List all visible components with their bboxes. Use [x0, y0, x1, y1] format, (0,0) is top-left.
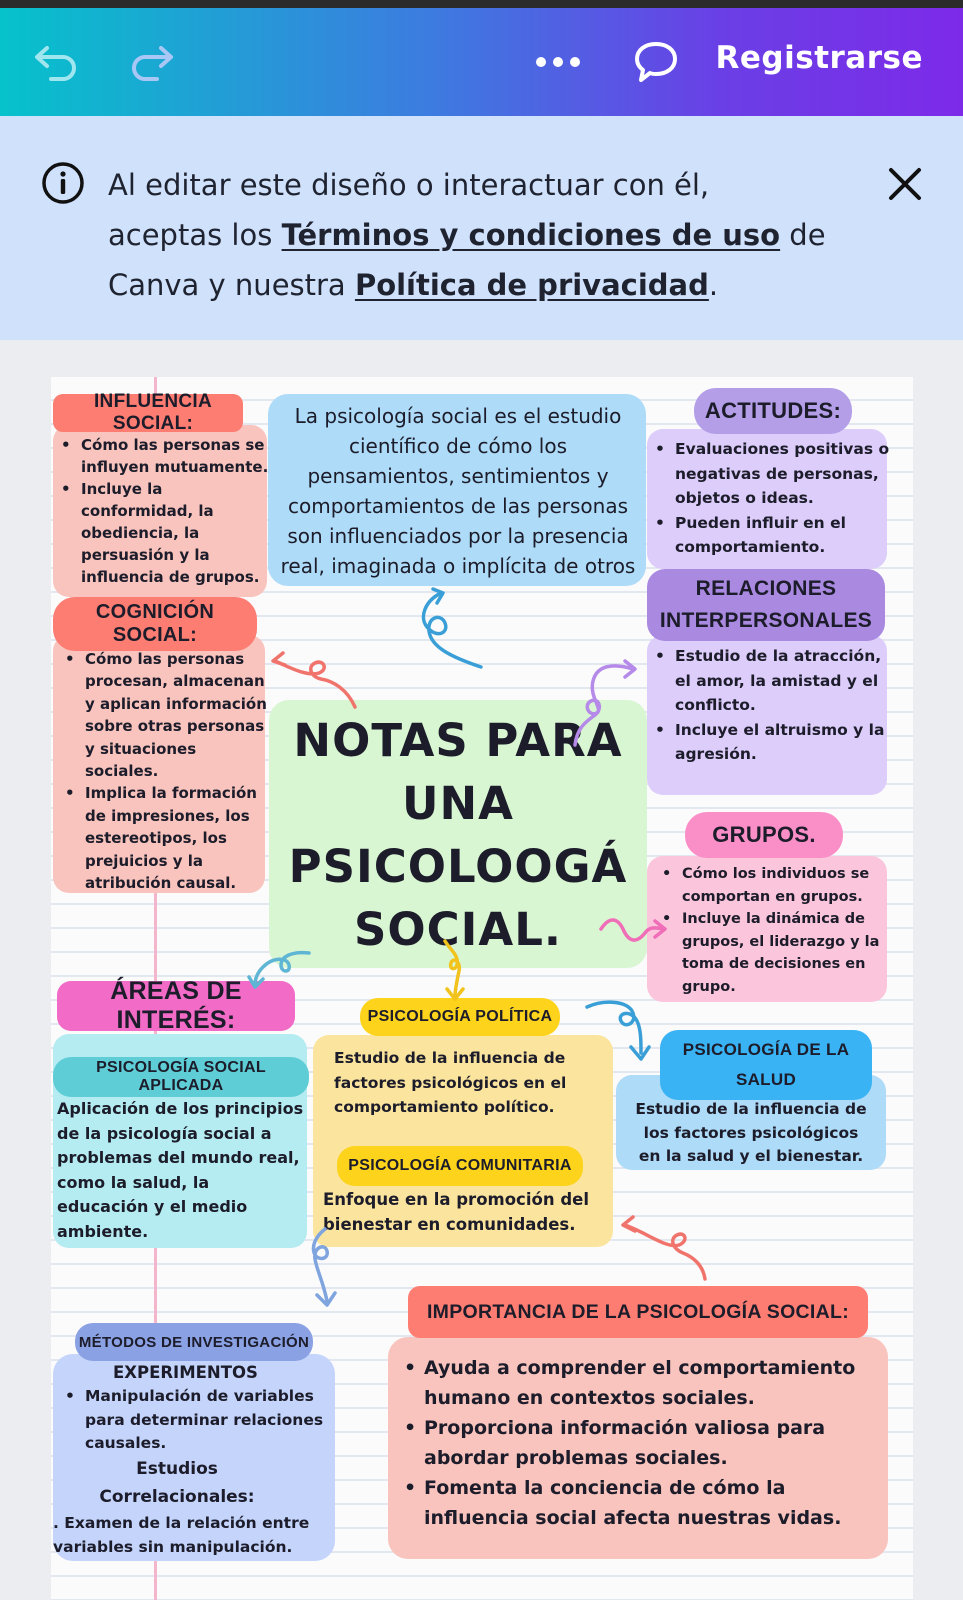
grupos-list [656, 863, 888, 998]
list-item: • Incluye la conformidad, la obediencia, la persuasión y la influencia de grupos. [55, 478, 273, 588]
redo-icon[interactable] [126, 36, 178, 88]
info-icon [40, 160, 86, 206]
design-page [51, 377, 913, 1600]
list-item: • Cómo las personas procesan, almacenan y aplican información sobre otras personas y situaciones sociales. [59, 648, 271, 782]
intro-text: La psicología social es el estudio científico de cómo los pensamientos, sentimientos y comportamientos de las personas son influenciados por la presencia real, imaginada o implícita de otros [280, 404, 636, 578]
list-item: • Incluye la dinámica de grupos, el liderazgo y la toma de decisiones en grupo. [656, 908, 888, 998]
list-item: • Ayuda a comprender el comportamiento humano en contextos sociales. [398, 1353, 878, 1413]
metodos-text: . Examen de la relación entre variables sin manipulación. [53, 1514, 310, 1556]
arrow-icon [411, 587, 511, 677]
main-title-line: NOTAS PARA [293, 714, 623, 767]
arrow-icon [617, 1203, 717, 1283]
actitudes-title: ACTITUDES: [694, 388, 852, 434]
arrow-icon [247, 945, 317, 995]
politica-text: Estudio de la influencia de factores psicológicos en el comportamiento político. [334, 1049, 567, 1116]
register-button[interactable]: Registrarse [715, 40, 923, 76]
cognicion-title: COGNICIÓN SOCIAL: [53, 597, 257, 651]
undo-icon[interactable] [30, 36, 82, 88]
metodos-sub-correlacionales: Estudios Correlacionales: [99, 1459, 255, 1507]
status-strip [0, 0, 963, 8]
list-item: • Incluye el altruismo y la agresión. [649, 718, 889, 767]
list-item: • Evaluaciones positivas o negativas de personas, objetos o ideas. [649, 437, 891, 511]
notice-text: Al editar este diseño o interactuar con él, aceptas los Términos y condiciones de uso de Canva y nuestra Política de privacidad. [108, 168, 826, 302]
arrow-icon [585, 997, 665, 1067]
relaciones-title-line: RELACIONES [695, 577, 837, 600]
arrow-icon [305, 1225, 365, 1315]
aplicada-title: PSICOLOGÍA SOCIAL APLICADA [53, 1057, 309, 1097]
actitudes-list [649, 437, 891, 560]
relaciones-title-line: INTERPERSONALES [659, 609, 873, 632]
list-item: • Estudio de la atracción, el amor, la amistad y el conflicto. [649, 644, 889, 718]
areas-title: ÁREAS DE INTERÉS: [57, 981, 295, 1031]
list-item: • Implica la formación de impresiones, los estereotipos, los prejuicios y la atribución causal. [59, 782, 271, 894]
salud-text: Estudio de la influencia de los factores psicológicos en la salud y el bienestar. [635, 1100, 867, 1165]
close-icon[interactable] [883, 162, 927, 206]
salud-title: PSICOLOGÍA DE LA SALUD [660, 1030, 872, 1100]
relaciones-title [647, 569, 885, 641]
grupos-title: GRUPOS. [685, 812, 843, 858]
list-item: • Pueden influir en el comportamiento. [649, 511, 891, 560]
arrow-icon [263, 633, 363, 713]
terms-notice [0, 116, 963, 340]
design-canvas[interactable] [0, 340, 963, 1600]
comunitaria-text: Enfoque en la promoción del bienestar en comunidades. [323, 1190, 589, 1234]
influencia-list [55, 434, 273, 588]
metodos-title: MÉTODOS DE INVESTIGACIÓN [75, 1323, 313, 1361]
list-item: • Manipulación de variables para determinar relaciones causales. [59, 1385, 333, 1456]
cognicion-list [59, 648, 271, 894]
more-icon[interactable] [530, 42, 586, 82]
list-item: • Cómo las personas se influyen mutuamente. [55, 434, 273, 478]
list-item: • Fomenta la conciencia de cómo la influencia social afecta nuestras vidas. [398, 1473, 878, 1533]
importancia-list [398, 1353, 878, 1533]
main-title-line: UNA [401, 777, 515, 830]
aplicada-text: Aplicación de los principios de la psicología social a problemas del mundo real, como la salud, la educación y el medio ambiente. [57, 1099, 304, 1241]
privacy-link[interactable]: Política de privacidad [354, 268, 709, 302]
politica-title: PSICOLOGÍA POLÍTICA [360, 998, 560, 1036]
metodos-sub-experimentos: EXPERIMENTOS [113, 1363, 258, 1382]
comment-icon[interactable] [630, 36, 682, 88]
terms-link[interactable]: Términos y condiciones de uso [281, 218, 781, 252]
arrow-icon [599, 909, 669, 955]
arrow-icon [567, 641, 657, 751]
list-item: • Proporciona información valiosa para abordar problemas sociales. [398, 1413, 878, 1473]
relaciones-list [649, 644, 889, 767]
main-title-line: SOCIAL. [353, 903, 563, 956]
editor-toolbar [0, 8, 963, 116]
metodos-list [59, 1385, 333, 1456]
influencia-title: INFLUENCIA SOCIAL: [53, 394, 243, 432]
main-title-line: PSICOLOOGÁ [288, 840, 628, 893]
importancia-title: IMPORTANCIA DE LA PSICOLOGÍA SOCIAL: [408, 1286, 868, 1338]
comunitaria-title: PSICOLOGÍA COMUNITARIA [337, 1146, 583, 1186]
arrow-icon [435, 939, 475, 1003]
list-item: • Cómo los individuos se comportan en grupos. [656, 863, 888, 908]
